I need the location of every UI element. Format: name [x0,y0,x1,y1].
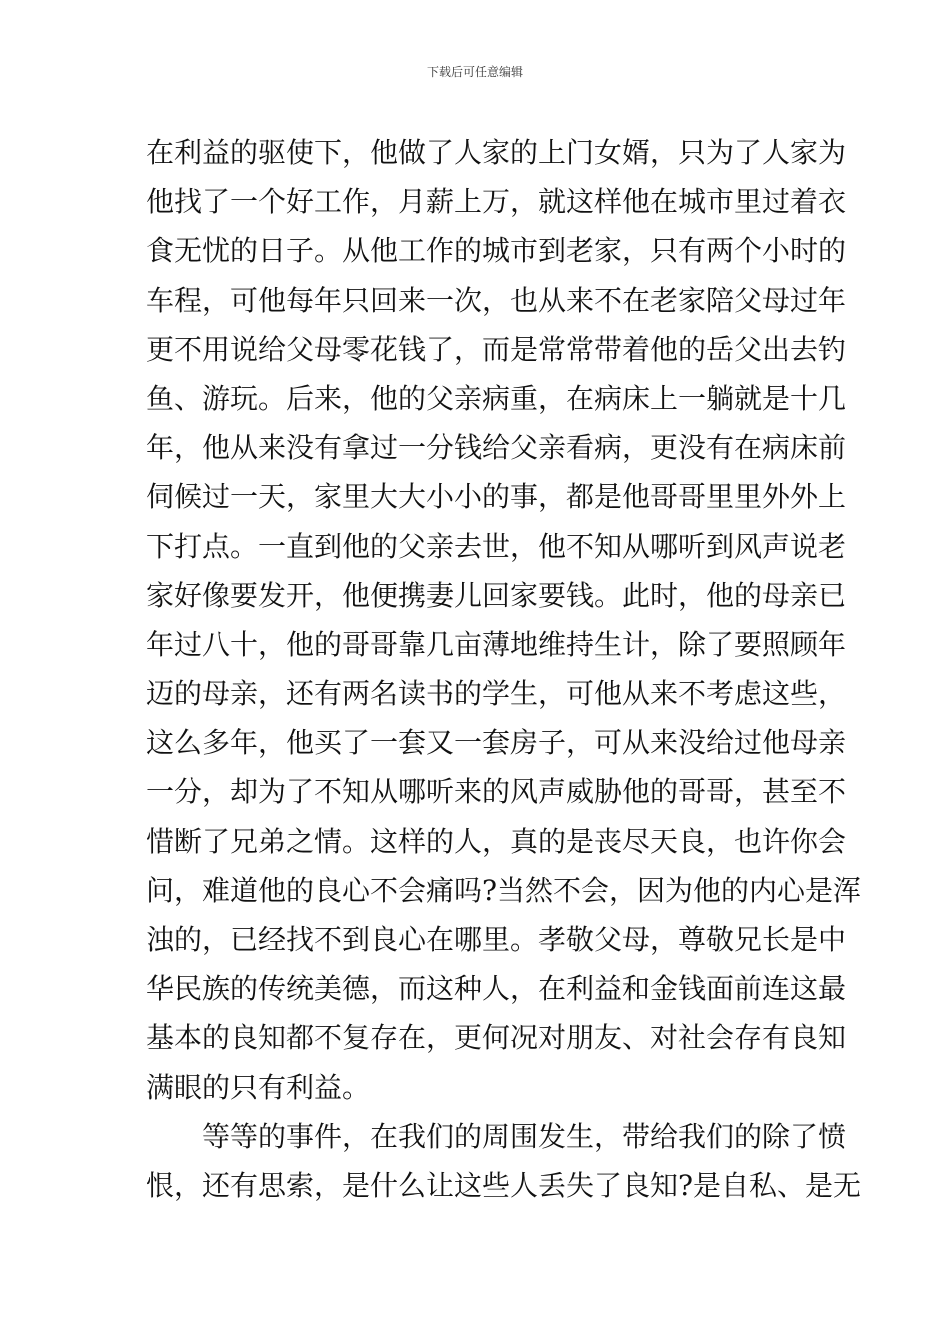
text-line: 华民族的传统美德，而这种人，在利益和金钱面前连这最 [146,972,847,1006]
text-line: 下打点。一直到他的父亲去世，他不知从哪听到风声说老 [146,529,847,563]
text-line: 鱼、游玩。后来，他的父亲病重，在病床上一躺就是十几 [146,381,847,415]
text-line: 车程，可他每年只回来一次，也从来不在老家陪父母过年 [146,283,847,317]
text-line: 家好像要发开，他便携妻儿回家要钱。此时，他的母亲已 [146,578,847,612]
paragraph-1 [146,128,862,1112]
text-line: 伺候过一天，家里大大小小的事，都是他哥哥里里外外上 [146,480,847,514]
document-body [146,128,862,1210]
text-line: 年过八十，他的哥哥靠几亩薄地维持生计，除了要照顾年 [146,627,847,661]
paragraph-2 [146,1112,862,1210]
text-line: 在利益的驱使下，他做了人家的上门女婿，只为了人家为 [146,136,847,169]
page-header: 下载后可任意编辑 [426,65,523,79]
text-line: 基本的良知都不复存在，更何况对朋友、对社会存有良知 [146,1021,847,1055]
text-line: 问，难道他的良心不会痛吗?当然不会，因为他的内心是浑 [146,873,862,907]
text-line: 惜断了兄弟之情。这样的人，真的是丧尽天良，也许你会 [146,824,847,858]
text-line: 一分，却为了不知从哪听来的风声威胁他的哥哥，甚至不 [146,775,847,809]
text-line: 满眼的只有利益。 [146,1070,371,1104]
text-line: 等等的事件，在我们的周围发生，带给我们的除了愤 [202,1119,847,1153]
text-line: 食无忧的日子。从他工作的城市到老家，只有两个小时的 [146,234,847,268]
text-line: 浊的，已经找不到良心在哪里。孝敬父母，尊敬兄长是中 [146,923,847,956]
text-line: 这么多年，他买了一套又一套房子，可从来没给过他母亲 [146,726,847,760]
text-line: 恨，还有思索，是什么让这些人丢失了良知?是自私、是无 [146,1168,862,1202]
text-line: 他找了一个好工作，月薪上万，就这样他在城市里过着衣 [146,185,847,219]
text-line: 更不用说给父母零花钱了，而是常常带着他的岳父出去钓 [146,332,847,366]
text-line: 迈的母亲，还有两名读书的学生，可他从来不考虑这些， [146,677,847,711]
text-line: 年，他从来没有拿过一分钱给父亲看病，更没有在病床前 [146,431,847,465]
